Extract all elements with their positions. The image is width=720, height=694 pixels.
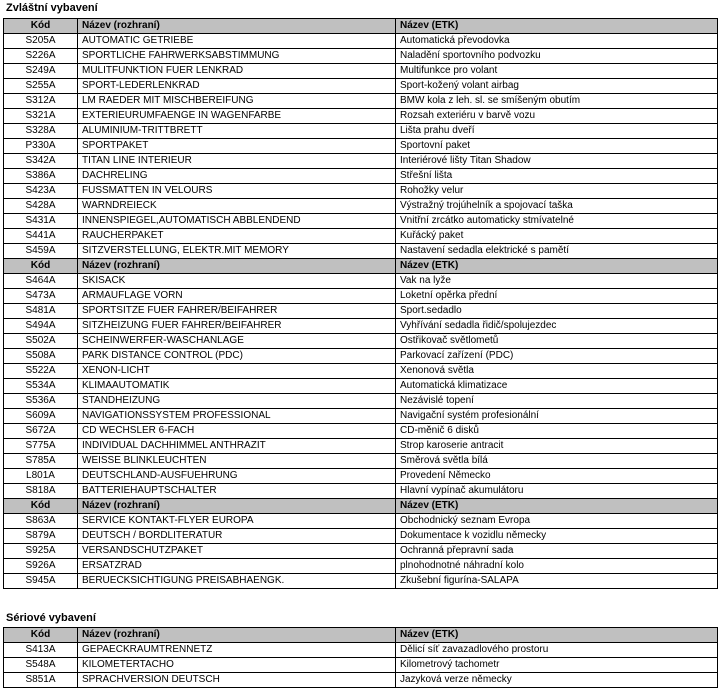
option-etk-name: Rohožky velur <box>396 184 718 199</box>
option-etk-name: Obchodnický seznam Evropa <box>396 514 718 529</box>
header-interface-name: Název (rozhraní) <box>78 628 396 643</box>
table-row <box>4 673 718 688</box>
option-interface-name: INDIVIDUAL DACHHIMMEL ANTHRAZIT <box>78 439 396 454</box>
option-etk-name: Výstražný trojúhelník a spojovací taška <box>396 199 718 214</box>
table-row <box>4 454 718 469</box>
option-code: S672A <box>4 424 78 439</box>
table-row <box>4 349 718 364</box>
option-interface-name: GEPAECKRAUMTRENNETZ <box>78 643 396 658</box>
option-interface-name: BERUECKSICHTIGUNG PREISABHAENGK. <box>78 574 396 589</box>
table-row <box>4 139 718 154</box>
special-equipment-table <box>3 18 718 589</box>
table-row <box>4 394 718 409</box>
option-code: S522A <box>4 364 78 379</box>
option-code: S413A <box>4 643 78 658</box>
option-code: S609A <box>4 409 78 424</box>
option-code: S328A <box>4 124 78 139</box>
option-interface-name: ALUMINIUM-TRITTBRETT <box>78 124 396 139</box>
option-interface-name: WEISSE BLINKLEUCHTEN <box>78 454 396 469</box>
option-interface-name: VERSANDSCHUTZPAKET <box>78 544 396 559</box>
table-row <box>4 94 718 109</box>
option-code: S548A <box>4 658 78 673</box>
table-row <box>4 514 718 529</box>
header-etk-name: Název (ETK) <box>396 259 718 274</box>
option-etk-name: Naladění sportovního podvozku <box>396 49 718 64</box>
table-row <box>4 169 718 184</box>
option-code: S441A <box>4 229 78 244</box>
option-interface-name: SCHEINWERFER-WASCHANLAGE <box>78 334 396 349</box>
table-row <box>4 109 718 124</box>
header-etk-name: Název (ETK) <box>396 19 718 34</box>
option-code: S508A <box>4 349 78 364</box>
table-row <box>4 319 718 334</box>
option-etk-name: Dělicí síť zavazadlového prostoru <box>396 643 718 658</box>
table-header-row <box>4 499 718 514</box>
option-etk-name: Nezávislé topení <box>396 394 718 409</box>
option-code: S863A <box>4 514 78 529</box>
option-code: S494A <box>4 319 78 334</box>
option-code: S255A <box>4 79 78 94</box>
table-row <box>4 49 718 64</box>
option-code: S851A <box>4 673 78 688</box>
option-code: S502A <box>4 334 78 349</box>
option-code: S423A <box>4 184 78 199</box>
option-etk-name: Kilometrový tachometr <box>396 658 718 673</box>
option-interface-name: AUTOMATIC GETRIEBE <box>78 34 396 49</box>
table-row <box>4 529 718 544</box>
option-etk-name: Lišta prahu dveří <box>396 124 718 139</box>
option-etk-name: Interiérové lišty Titan Shadow <box>396 154 718 169</box>
option-etk-name: Vnitřní zrcátko automaticky stmívatelné <box>396 214 718 229</box>
option-code: S386A <box>4 169 78 184</box>
table-row <box>4 154 718 169</box>
option-code: L801A <box>4 469 78 484</box>
option-interface-name: SERVICE KONTAKT-FLYER EUROPA <box>78 514 396 529</box>
option-etk-name: Ostřikovač světlometů <box>396 334 718 349</box>
option-interface-name: SPORTPAKET <box>78 139 396 154</box>
table-row <box>4 439 718 454</box>
option-etk-name: Automatická převodovka <box>396 34 718 49</box>
header-etk-name: Název (ETK) <box>396 628 718 643</box>
option-interface-name: CD WECHSLER 6-FACH <box>78 424 396 439</box>
option-interface-name: SPORTLICHE FAHRWERKSABSTIMMUNG <box>78 49 396 64</box>
header-interface-name: Název (rozhraní) <box>78 259 396 274</box>
option-interface-name: ARMAUFLAGE VORN <box>78 289 396 304</box>
option-etk-name: Střešní lišta <box>396 169 718 184</box>
header-code: Kód <box>4 259 78 274</box>
option-interface-name: NAVIGATIONSSYSTEM PROFESSIONAL <box>78 409 396 424</box>
option-code: S945A <box>4 574 78 589</box>
table-row <box>4 544 718 559</box>
table-row <box>4 424 718 439</box>
option-etk-name: Sport.sedadlo <box>396 304 718 319</box>
serial-equipment-table <box>3 627 718 688</box>
option-code: S818A <box>4 484 78 499</box>
option-etk-name: Provedení Německo <box>396 469 718 484</box>
option-code: S226A <box>4 49 78 64</box>
option-etk-name: plnohodnotné náhradní kolo <box>396 559 718 574</box>
option-etk-name: Hlavní vypínač akumulátoru <box>396 484 718 499</box>
option-interface-name: SKISACK <box>78 274 396 289</box>
option-code: S459A <box>4 244 78 259</box>
option-code: S775A <box>4 439 78 454</box>
table-row <box>4 364 718 379</box>
header-code: Kód <box>4 628 78 643</box>
option-etk-name: Sportovní paket <box>396 139 718 154</box>
option-interface-name: KILOMETERTACHO <box>78 658 396 673</box>
option-interface-name: RAUCHERPAKET <box>78 229 396 244</box>
option-etk-name: Navigační systém profesionální <box>396 409 718 424</box>
table-row <box>4 574 718 589</box>
option-etk-name: Sport-kožený volant airbag <box>396 79 718 94</box>
table-header-row <box>4 628 718 643</box>
option-code: S926A <box>4 559 78 574</box>
option-etk-name: Multifunkce pro volant <box>396 64 718 79</box>
option-interface-name: FUSSMATTEN IN VELOURS <box>78 184 396 199</box>
table-row <box>4 289 718 304</box>
option-code: S312A <box>4 94 78 109</box>
table-row <box>4 274 718 289</box>
option-etk-name: Nastavení sedadla elektrické s pamětí <box>396 244 718 259</box>
option-interface-name: DACHRELING <box>78 169 396 184</box>
table-header-row <box>4 259 718 274</box>
option-code: S536A <box>4 394 78 409</box>
table-row <box>4 214 718 229</box>
table-row <box>4 334 718 349</box>
option-etk-name: BMW kola z leh. sl. se smíšeným obutím <box>396 94 718 109</box>
option-etk-name: Zkušební figurína-SALAPA <box>396 574 718 589</box>
option-interface-name: STANDHEIZUNG <box>78 394 396 409</box>
option-etk-name: CD-měnič 6 disků <box>396 424 718 439</box>
header-interface-name: Název (rozhraní) <box>78 499 396 514</box>
header-etk-name: Název (ETK) <box>396 499 718 514</box>
table-row <box>4 34 718 49</box>
option-code: S342A <box>4 154 78 169</box>
option-interface-name: SPORTSITZE FUER FAHRER/BEIFAHRER <box>78 304 396 319</box>
option-interface-name: XENON-LICHT <box>78 364 396 379</box>
option-etk-name: Strop karoserie antracit <box>396 439 718 454</box>
option-interface-name: PARK DISTANCE CONTROL (PDC) <box>78 349 396 364</box>
option-code: P330A <box>4 139 78 154</box>
option-code: S534A <box>4 379 78 394</box>
header-code: Kód <box>4 499 78 514</box>
option-etk-name: Rozsah exteriéru v barvě vozu <box>396 109 718 124</box>
table-row <box>4 559 718 574</box>
option-etk-name: Xenonová světla <box>396 364 718 379</box>
option-etk-name: Parkovací zařízení (PDC) <box>396 349 718 364</box>
option-interface-name: BATTERIEHAUPTSCHALTER <box>78 484 396 499</box>
option-code: S879A <box>4 529 78 544</box>
option-interface-name: ERSATZRAD <box>78 559 396 574</box>
option-code: S473A <box>4 289 78 304</box>
option-interface-name: SPRACHVERSION DEUTSCH <box>78 673 396 688</box>
option-etk-name: Automatická klimatizace <box>396 379 718 394</box>
option-etk-name: Ochranná přepravní sada <box>396 544 718 559</box>
table-row <box>4 79 718 94</box>
table-row <box>4 484 718 499</box>
option-code: S481A <box>4 304 78 319</box>
option-interface-name: INNENSPIEGEL,AUTOMATISCH ABBLENDEND <box>78 214 396 229</box>
option-interface-name: LM RAEDER MIT MISCHBEREIFUNG <box>78 94 396 109</box>
option-etk-name: Vyhřívání sedadla řidič/spolujezdec <box>396 319 718 334</box>
option-interface-name: SITZHEIZUNG FUER FAHRER/BEIFAHRER <box>78 319 396 334</box>
option-etk-name: Dokumentace k vozidlu německy <box>396 529 718 544</box>
table-row <box>4 469 718 484</box>
option-interface-name: SPORT-LEDERLENKRAD <box>78 79 396 94</box>
option-interface-name: WARNDREIECK <box>78 199 396 214</box>
option-etk-name: Směrová světla bílá <box>396 454 718 469</box>
table-row <box>4 229 718 244</box>
header-code: Kód <box>4 19 78 34</box>
option-code: S431A <box>4 214 78 229</box>
table-row <box>4 379 718 394</box>
option-interface-name: KLIMAAUTOMATIK <box>78 379 396 394</box>
table-row <box>4 124 718 139</box>
option-code: S205A <box>4 34 78 49</box>
table-header-row <box>4 19 718 34</box>
table-row <box>4 244 718 259</box>
header-interface-name: Název (rozhraní) <box>78 19 396 34</box>
option-code: S925A <box>4 544 78 559</box>
option-code: S321A <box>4 109 78 124</box>
option-code: S464A <box>4 274 78 289</box>
option-interface-name: SITZVERSTELLUNG, ELEKTR.MIT MEMORY <box>78 244 396 259</box>
option-etk-name: Loketní opěrka přední <box>396 289 718 304</box>
option-etk-name: Vak na lyže <box>396 274 718 289</box>
table-row <box>4 64 718 79</box>
table-row <box>4 199 718 214</box>
option-etk-name: Jazyková verze německy <box>396 673 718 688</box>
option-etk-name: Kuřácký paket <box>396 229 718 244</box>
option-interface-name: MULITFUNKTION FUER LENKRAD <box>78 64 396 79</box>
option-interface-name: TITAN LINE INTERIEUR <box>78 154 396 169</box>
option-interface-name: EXTERIEURUMFAENGE IN WAGENFARBE <box>78 109 396 124</box>
option-interface-name: DEUTSCHLAND-AUSFUEHRUNG <box>78 469 396 484</box>
option-code: S785A <box>4 454 78 469</box>
table-row <box>4 184 718 199</box>
option-interface-name: DEUTSCH / BORDLITERATUR <box>78 529 396 544</box>
serial-equipment-title: Sériové vybavení <box>6 612 96 624</box>
option-code: S249A <box>4 64 78 79</box>
table-row <box>4 658 718 673</box>
option-code: S428A <box>4 199 78 214</box>
table-row <box>4 304 718 319</box>
table-row <box>4 643 718 658</box>
table-row <box>4 409 718 424</box>
special-equipment-title: Zvláštní vybavení <box>6 2 98 14</box>
